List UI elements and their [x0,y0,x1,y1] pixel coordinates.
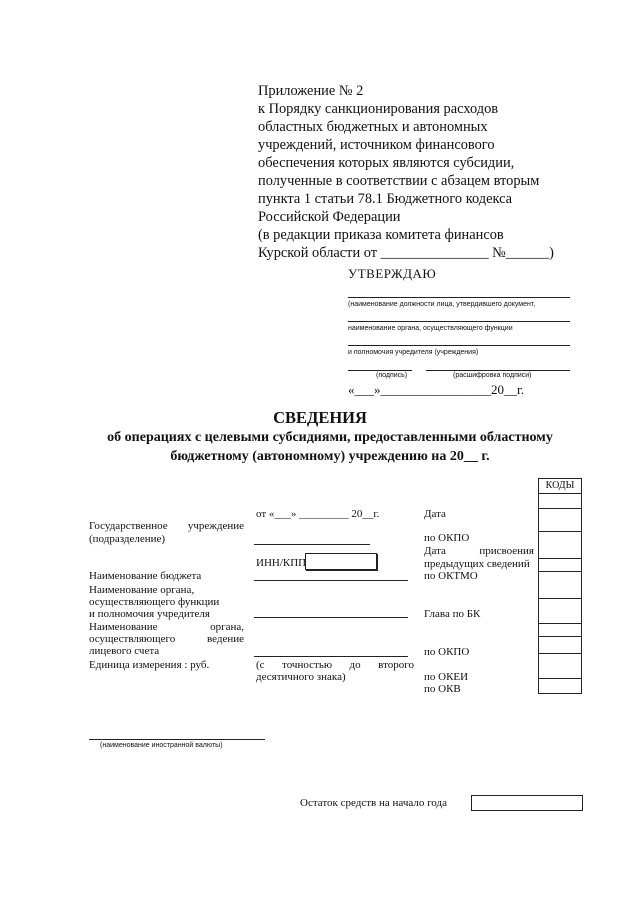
account-organ-input-line[interactable] [254,655,408,657]
document-subtitle-line2: бюджетному (автономному) учреждению на 20__ г. [170,449,490,464]
appendix-line: Курской области от _______________ №______) [258,245,554,261]
appendix-line: (в редакции приказа комитета финансов [258,227,504,243]
remainder-input[interactable] [471,795,583,811]
account-organ-label-1: Наименование органа, [89,621,244,633]
appendix-line: пункта 1 статьи 78.1 Бюджетного кодекса [258,191,513,207]
organ-input-line[interactable] [254,616,408,618]
label-okpo-2: по ОКПО [424,646,470,658]
precision-note-1: (с точностью до второго [256,659,414,671]
codes-cell [539,654,581,679]
appendix-line: полученные в соответствии с абзацем вторым [258,173,540,189]
approval-caption-organ: наименование органа, осуществляющего функции [348,325,513,332]
approval-caption-position: (наименование должности лица, утвердившего документ, [348,301,536,308]
inn-kpp-label: ИНН/КПП [256,557,307,569]
codes-cell [539,572,581,599]
approval-position-line [348,296,570,298]
approval-powers-line [348,344,570,346]
approval-title: УТВЕРЖДАЮ [348,266,437,281]
foreign-currency-line[interactable] [89,738,265,740]
label-okpo: по ОКПО [424,532,470,544]
institution-input-line[interactable] [254,543,370,545]
appendix-line: обеспечения которых являются субсидии, [258,155,515,171]
appendix-line: областных бюджетных и автономных [258,119,488,135]
unit-label: Единица измерения : руб. [89,659,210,671]
account-organ-label-2: осуществляющего ведение [89,633,244,645]
label-prev-date-2: предыдущих сведений [424,558,530,570]
codes-cell [539,494,581,509]
budget-name-label: Наименование бюджета [89,570,202,582]
appendix-line: учреждений, источником финансового [258,137,495,153]
precision-note-2: десятичного знака) [256,671,346,683]
approval-caption-powers: и полномочия учредителя (учреждения) [348,349,479,356]
label-okv: по ОКВ [424,683,461,695]
document-subtitle-line1: об операциях с целевыми субсидиями, предоставленными областному [107,430,553,445]
document-title: СВЕДЕНИЯ [273,408,367,427]
appendix-line: к Порядку санкционирования расходов [258,101,499,117]
caption-signature: (подпись) [376,372,408,379]
organ-label-1: Наименование органа, [89,584,195,596]
foreign-currency-caption: (наименование иностранной валюты) [100,742,223,749]
codes-cell [539,532,581,559]
label-oktmo: по ОКТМО [424,570,478,582]
codes-cell [539,509,581,532]
appendix-header [258,82,578,262]
approval-date-line: «___»_________________20__г. [348,382,525,397]
inn-kpp-input[interactable] [305,553,377,570]
report-date-line: от «___» _________ 20__г. [256,508,380,520]
approval-block [348,266,570,398]
budget-name-input-line[interactable] [254,579,408,581]
institution-label: Государственное учреждение [89,520,244,532]
appendix-line: Российской Федерации [258,209,401,225]
codes-header: КОДЫ [539,479,581,494]
appendix-line: Приложение № 2 [258,83,364,99]
account-organ-label-3: лицевого счета [89,645,160,657]
organ-label-2: осуществляющего функции [89,596,220,608]
label-okei: по ОКЕИ [424,671,469,683]
institution-label-sub: (подразделение) [89,533,166,545]
label-prev-date-1: Дата присвоения [424,545,534,557]
codes-cell [539,624,581,637]
label-bk-head: Глава по БК [424,608,481,620]
organ-label-3: и полномочия учредителя [89,608,210,620]
codes-cell [539,599,581,624]
document-subtitle [70,428,590,466]
codes-cell [539,679,581,693]
codes-cell [539,637,581,654]
label-date: Дата [424,508,446,520]
approval-organ-line [348,320,570,322]
remainder-label: Остаток средств на начало года [300,797,447,809]
codes-table [538,478,582,694]
caption-signature-decode: (расшифровка подписи) [453,372,532,379]
codes-cell [539,559,581,572]
